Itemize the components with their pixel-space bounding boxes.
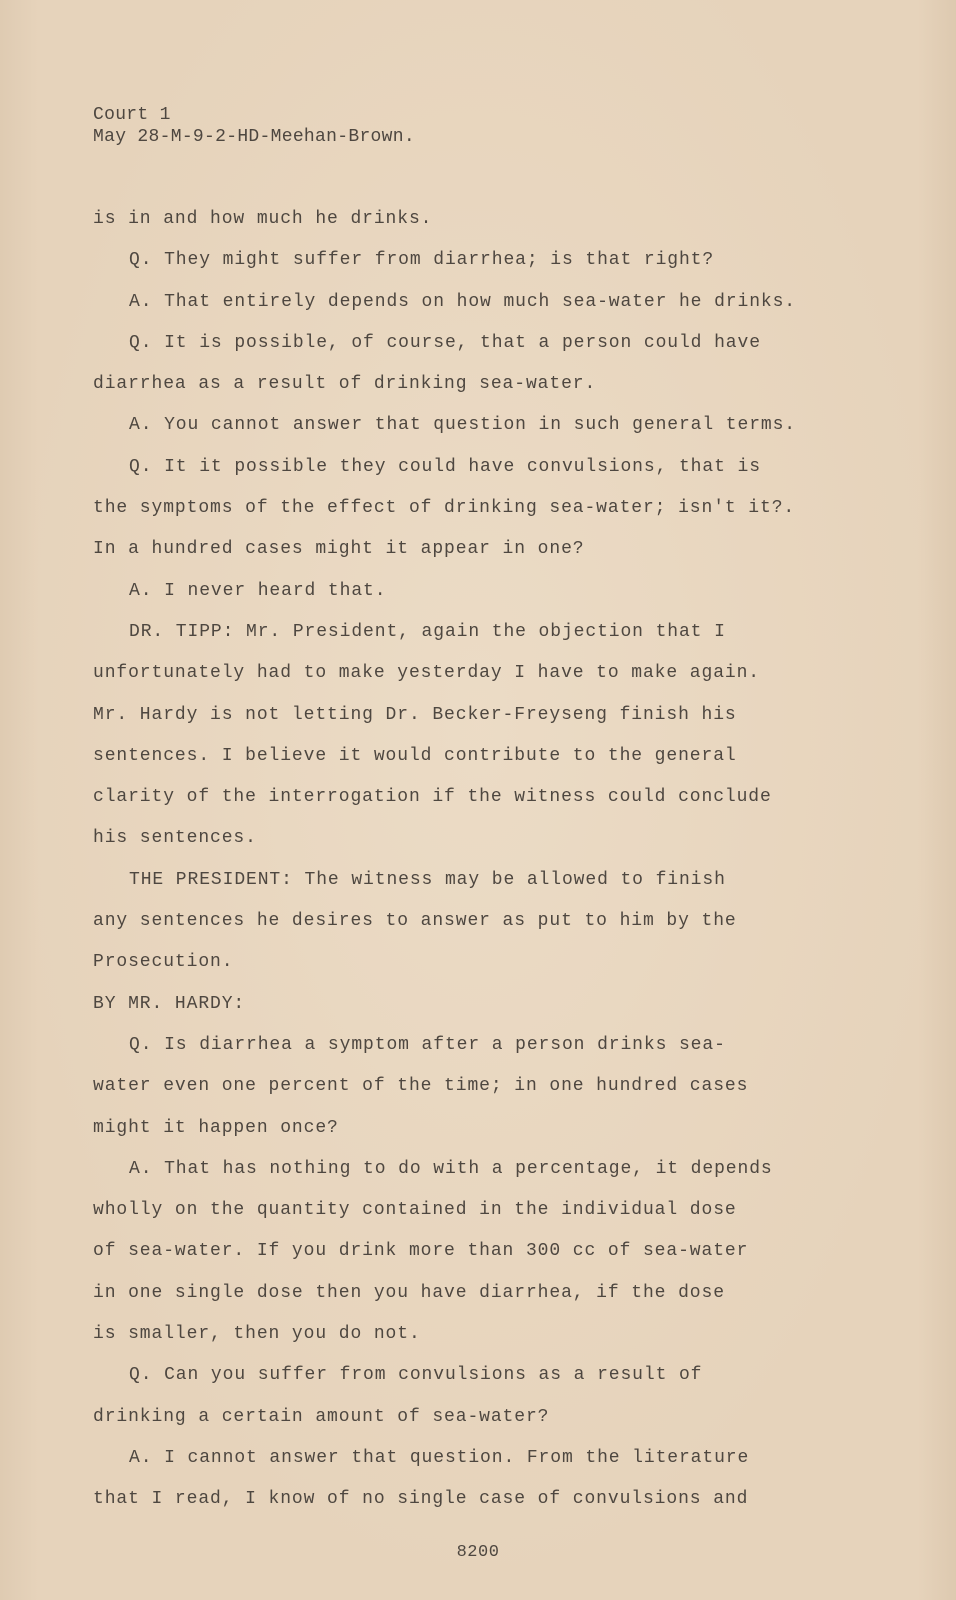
court-label: Court 1 bbox=[93, 105, 171, 125]
transcript-line: drinking a certain amount of sea-water? bbox=[93, 1406, 550, 1427]
transcript-line: is smaller, then you do not. bbox=[93, 1324, 421, 1345]
transcript-line: A. I never heard that. bbox=[129, 580, 387, 601]
transcript-line: that I read, I know of no single case of convulsions and bbox=[93, 1489, 749, 1510]
transcript-line: A. I cannot answer that question. From the literature bbox=[129, 1447, 750, 1468]
transcript-line: Mr. Hardy is not letting Dr. Becker-Freyseng finish his bbox=[93, 704, 737, 725]
transcript-line: A. You cannot answer that question in such general terms. bbox=[129, 415, 796, 436]
transcript-line: wholly on the quantity contained in the individual dose bbox=[93, 1200, 737, 1221]
session-reference: May 28-M-9-2-HD-Meehan-Brown. bbox=[93, 127, 415, 147]
transcript-line: A. That entirely depends on how much sea-water he drinks. bbox=[129, 291, 796, 312]
transcript-line: of sea-water. If you drink more than 300 cc of sea-water bbox=[93, 1241, 749, 1262]
transcript-line: sentences. I believe it would contribute to the general bbox=[93, 745, 737, 766]
transcript-line: Q. Is diarrhea a symptom after a person drinks sea- bbox=[129, 1034, 726, 1055]
transcript-line: Prosecution. bbox=[93, 952, 234, 973]
transcript-line: diarrhea as a result of drinking sea-water. bbox=[93, 374, 597, 395]
transcript-line: is in and how much he drinks. bbox=[93, 209, 433, 229]
transcript-line: DR. TIPP: Mr. President, again the objection that I bbox=[129, 621, 726, 642]
transcript-line: In a hundred cases might it appear in one? bbox=[93, 539, 585, 560]
transcript-line: Q. They might suffer from diarrhea; is that right? bbox=[129, 250, 715, 271]
transcript-line: A. That has nothing to do with a percentage, it depends bbox=[129, 1158, 773, 1179]
document-header bbox=[93, 104, 415, 148]
transcript-line: any sentences he desires to answer as put to him by the bbox=[93, 911, 737, 932]
transcript-line: unfortunately had to make yesterday I have to make again. bbox=[93, 663, 760, 684]
transcript-line: Q. It it possible they could have convulsions, that is bbox=[129, 456, 761, 477]
transcript-line: Q. It is possible, of course, that a person could have bbox=[129, 332, 761, 353]
transcript-line: his sentences. bbox=[93, 828, 257, 849]
page-number: 8200 bbox=[456, 1543, 500, 1562]
transcript-line: Q. Can you suffer from convulsions as a result of bbox=[129, 1365, 703, 1386]
transcript-line: might it happen once? bbox=[93, 1117, 339, 1138]
transcript-line: clarity of the interrogation if the witness could conclude bbox=[93, 787, 772, 808]
transcript-line: the symptoms of the effect of drinking sea-water; isn't it?. bbox=[93, 498, 796, 519]
transcript-line: THE PRESIDENT: The witness may be allowed to finish bbox=[129, 869, 726, 890]
transcript-line: water even one percent of the time; in one hundred cases bbox=[93, 1076, 749, 1097]
transcript-line: in one single dose then you have diarrhea, if the dose bbox=[93, 1282, 725, 1303]
transcript-line: BY MR. HARDY: bbox=[93, 993, 246, 1014]
transcript-body bbox=[93, 204, 853, 1526]
